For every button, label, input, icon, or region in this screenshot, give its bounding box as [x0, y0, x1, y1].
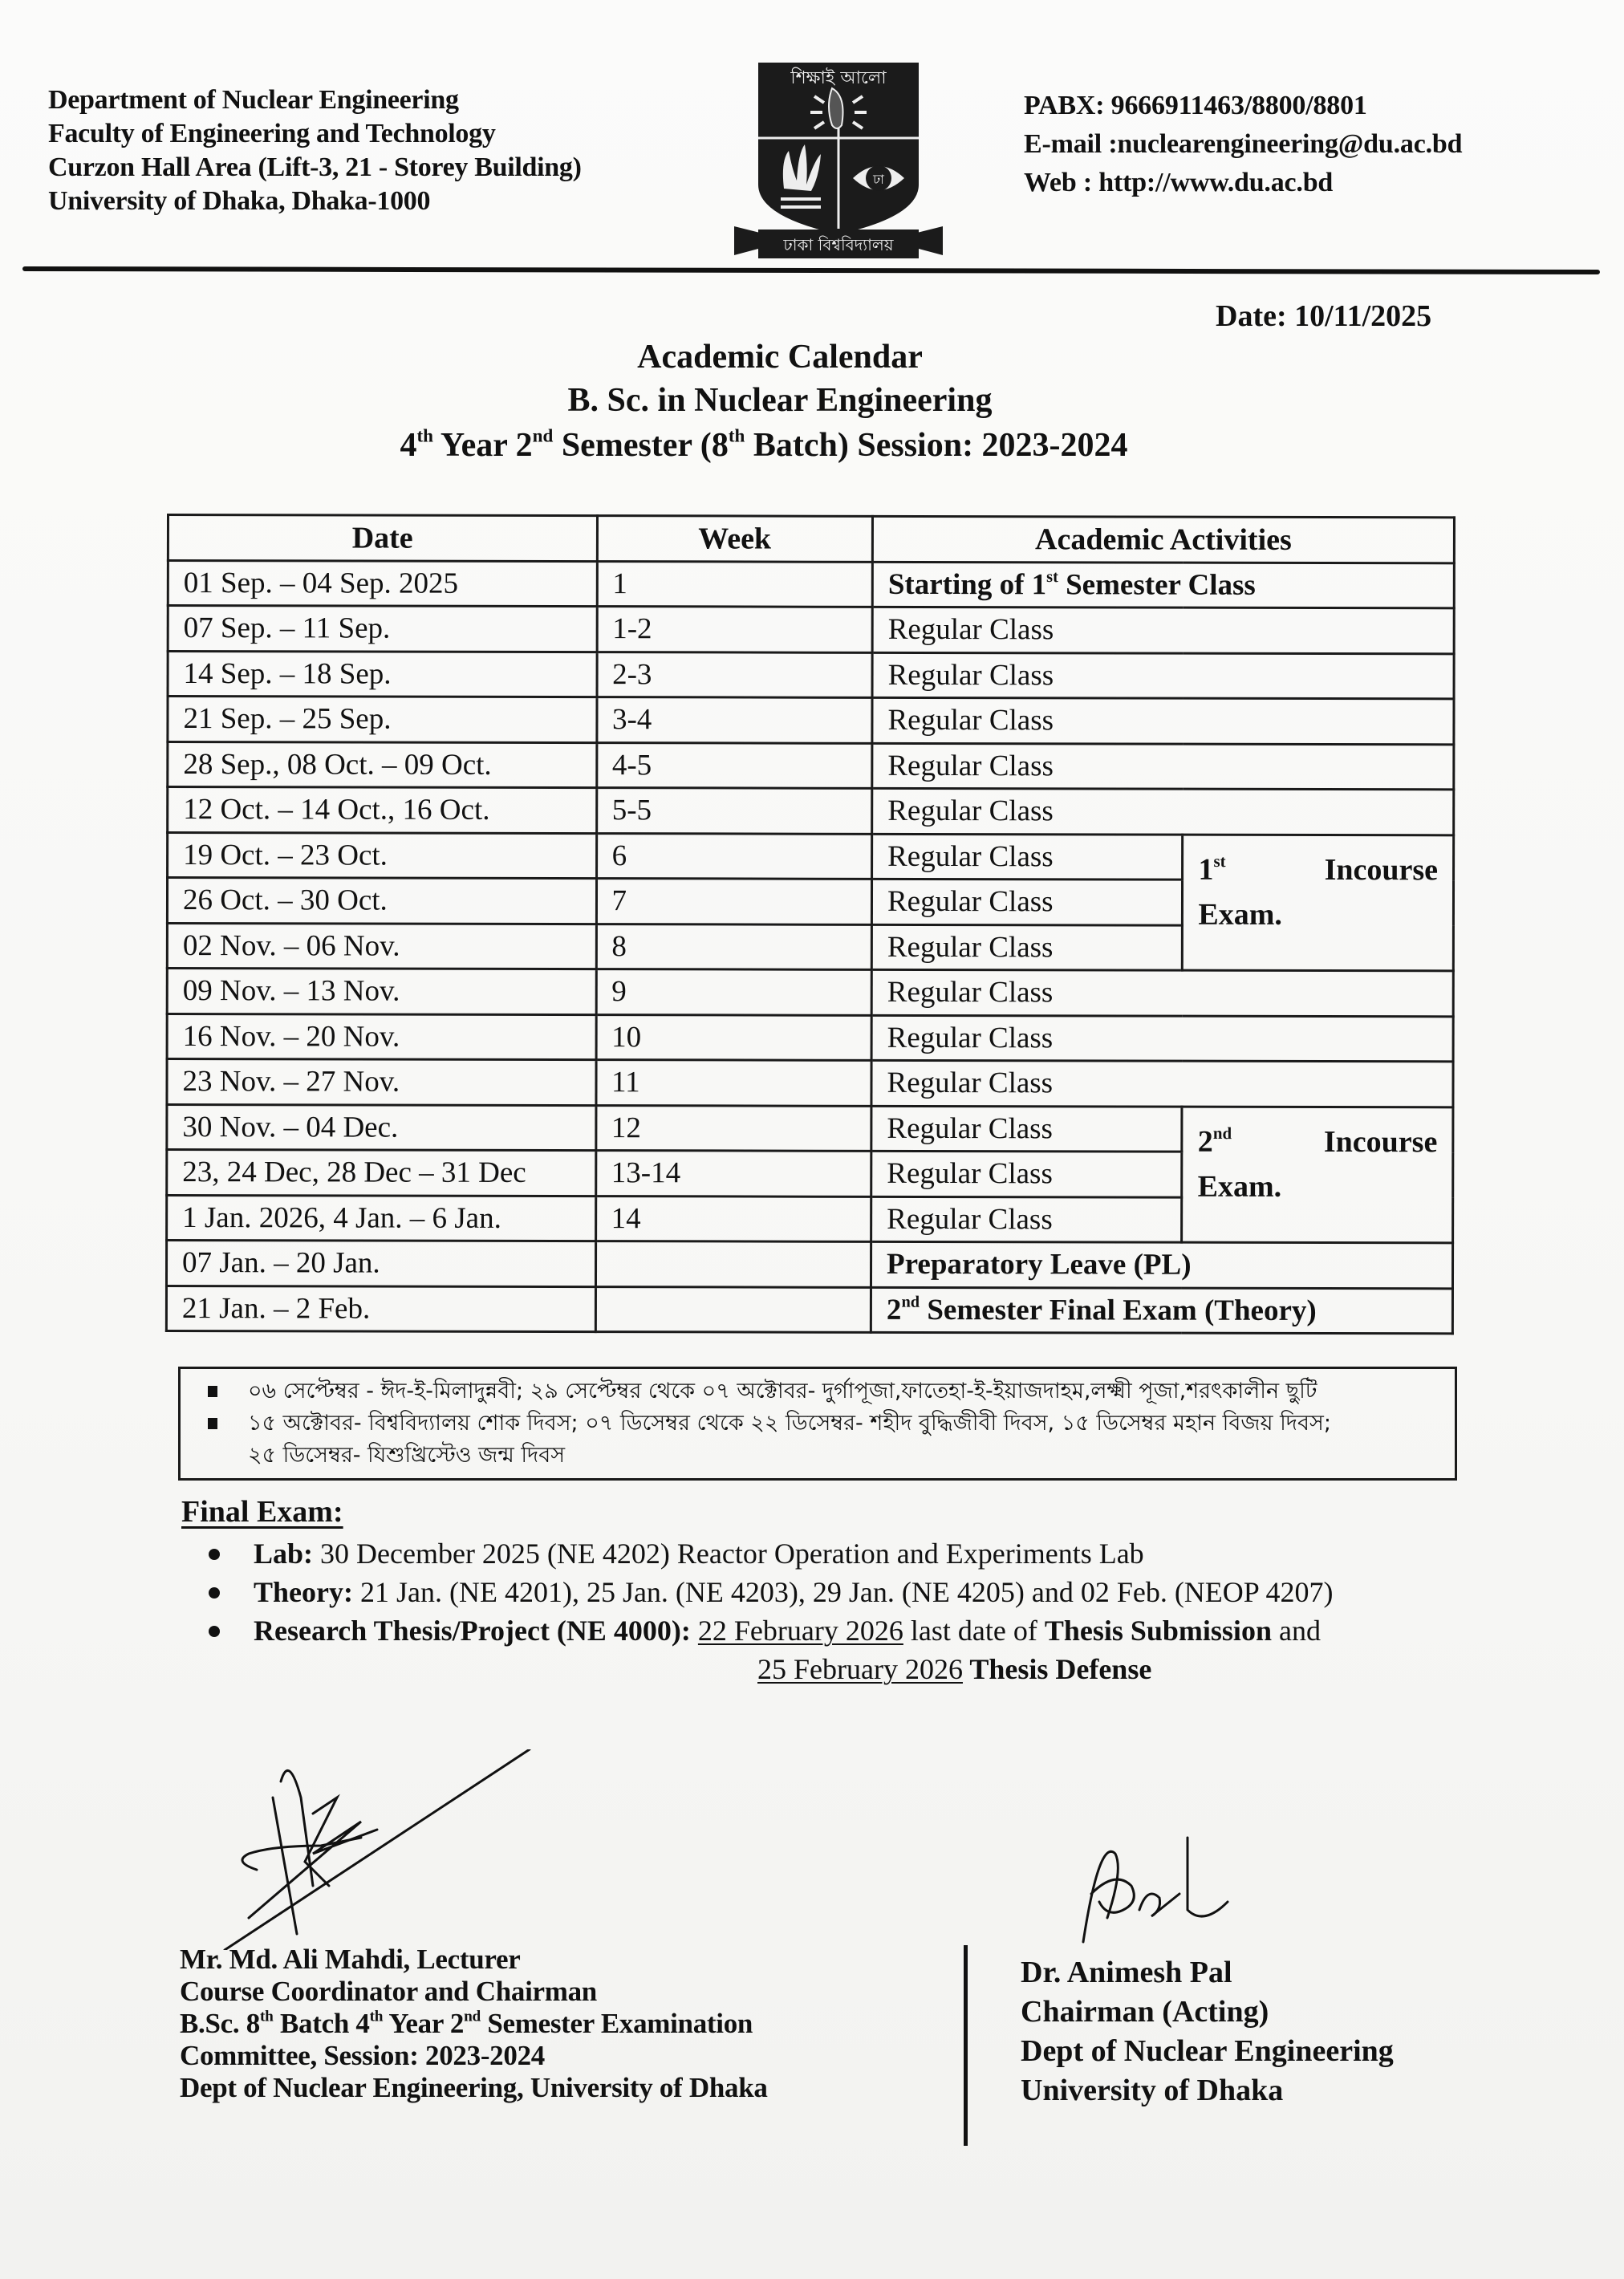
- row-week: 4-5: [596, 742, 872, 788]
- table-row: [167, 1104, 1453, 1152]
- row-date: 16 Nov. – 20 Nov.: [167, 1014, 596, 1060]
- square-bullet-icon: [208, 1418, 217, 1429]
- table-row: [167, 969, 1453, 1017]
- column-header-activities: Academic Activities: [872, 516, 1454, 563]
- signatory-right-dept: Dept of Nuclear Engineering: [1021, 2034, 1394, 2068]
- signatory-left-name: Mr. Md. Ali Mahdi, Lecturer: [180, 1944, 521, 1975]
- final-exam-lab: Lab: 30 December 2025 (NE 4202) Reactor Operation and Experiments Lab: [205, 1534, 1333, 1573]
- signatory-left: [180, 1944, 768, 2104]
- row-activity: Regular Class: [872, 743, 1454, 790]
- holidays-box: [178, 1367, 1457, 1481]
- signature-right-icon: [1067, 1822, 1276, 1958]
- row-week: 9: [596, 969, 872, 1015]
- signature-left-icon: [201, 1749, 538, 1950]
- signatory-right: [1021, 1953, 1394, 2110]
- row-date: 23, 24 Dec, 28 Dec – 31 Dec: [167, 1150, 596, 1196]
- bullet-icon: [209, 1587, 220, 1599]
- document-title-block: [0, 335, 1624, 469]
- final-exam-heading: Final Exam:: [181, 1495, 343, 1529]
- row-week: 8: [596, 924, 872, 969]
- row-date: 21 Jan. – 2 Feb.: [166, 1286, 595, 1332]
- row-week: 10: [596, 1014, 872, 1060]
- row-date: 19 Oct. – 23 Oct.: [168, 832, 597, 879]
- row-date: 12 Oct. – 14 Oct., 16 Oct.: [168, 787, 597, 834]
- table-row: [168, 787, 1454, 835]
- signature-divider: [964, 1945, 968, 2146]
- letterhead-address: [48, 83, 582, 218]
- row-date: 02 Nov. – 06 Nov.: [167, 923, 596, 969]
- row-activity: Regular Class: [872, 607, 1454, 653]
- letterhead-contact: [1024, 87, 1462, 202]
- row-activity: Regular Class: [871, 879, 1183, 924]
- row-activity: Starting of 1st Semester Class: [872, 562, 1454, 608]
- holiday-item: ০৬ সেপ্টেম্বর - ঈদ-ই-মিলাদুন্নবী; ২৯ সেপ্টেম্বর থেকে ০৭ অক্টোবর- দুর্গাপূজা,ফাতেহা-ই-ইয়াজদাহম,লক্ষ্মী পূজা,শরৎকালীন ছুটি: [203, 1375, 1439, 1408]
- row-week: 2-3: [597, 652, 873, 697]
- svg-text:ঢাকা বিশ্ববিদ্যালয়: ঢাকা বিশ্ববিদ্যালয়: [783, 235, 894, 254]
- table-row: [168, 560, 1454, 608]
- row-activity: Regular Class: [871, 1196, 1183, 1242]
- signatory-left-session: Committee, Session: 2023-2024: [180, 2040, 545, 2071]
- row-date: 30 Nov. – 04 Dec.: [167, 1104, 596, 1151]
- row-week: 6: [596, 833, 872, 879]
- table-row: [167, 1014, 1453, 1062]
- table-row: [168, 651, 1454, 699]
- column-header-week: Week: [597, 516, 873, 562]
- signatory-left-role: Course Coordinator and Chairman: [180, 1976, 597, 2007]
- department-name: Department of Nuclear Engineering: [48, 85, 459, 115]
- table-row: [166, 1286, 1452, 1334]
- table-row: [168, 741, 1454, 790]
- row-week: 3-4: [596, 697, 872, 743]
- row-week: 12: [595, 1105, 871, 1151]
- row-week: 13-14: [595, 1151, 871, 1196]
- table-header-row: [168, 515, 1454, 563]
- column-header-date: Date: [168, 515, 597, 562]
- holiday-item-continued: ২৫ ডিসেম্বর- যিশুখ্রিস্টেও জন্ম দিবস: [248, 1443, 566, 1468]
- email-address[interactable]: E-mail :nuclearengineering@du.ac.bd: [1024, 129, 1463, 159]
- row-activity: Regular Class: [871, 969, 1453, 1016]
- row-activity: Regular Class: [871, 924, 1183, 970]
- bullet-icon: [209, 1626, 220, 1637]
- row-activity: Regular Class: [872, 652, 1454, 699]
- svg-text:শিক্ষাই আলো: শিক্ষাই আলো: [790, 68, 887, 88]
- pabx-number: PABX: 9666911463/8800/8801: [1024, 91, 1367, 120]
- row-week: 1-2: [597, 607, 873, 652]
- row-activity: Regular Class: [871, 1106, 1183, 1152]
- academic-calendar-table: [165, 514, 1456, 1334]
- final-exam-thesis-defense: 25 February 2026 Thesis Defense: [757, 1653, 1152, 1685]
- bullet-icon: [209, 1549, 220, 1560]
- letterhead-divider: [22, 266, 1600, 274]
- table-row: [166, 1241, 1452, 1289]
- university-address: University of Dhaka, Dhaka-1000: [48, 186, 431, 216]
- row-date: 09 Nov. – 13 Nov.: [167, 969, 596, 1015]
- final-exam-theory: Theory: 21 Jan. (NE 4201), 25 Jan. (NE 4203), 29 Jan. (NE 4205) and 02 Feb. (NEOP 4207): [205, 1573, 1333, 1611]
- square-bullet-icon: [208, 1386, 217, 1397]
- row-date: 07 Sep. – 11 Sep.: [168, 606, 597, 652]
- row-date: 07 Jan. – 20 Jan.: [166, 1241, 595, 1287]
- building-address: Curzon Hall Area (Lift-3, 21 - Storey Building): [48, 152, 582, 182]
- university-of-dhaka-crest-icon: [734, 48, 943, 265]
- row-activity: Regular Class: [871, 1060, 1453, 1107]
- signatory-left-dept: Dept of Nuclear Engineering, University of Dhaka: [180, 2072, 768, 2103]
- row-date: 21 Sep. – 25 Sep.: [168, 697, 597, 743]
- row-activity: Regular Class: [872, 834, 1183, 880]
- row-week: [595, 1241, 871, 1287]
- title-session: 4th Year 2nd Semester (8th Batch) Session: 2023-2024: [400, 425, 1128, 464]
- signatory-right-name: Dr. Animesh Pal: [1021, 1956, 1232, 1989]
- signatory-left-committee: B.Sc. 8th Batch 4th Year 2nd Semester Examination: [180, 2008, 753, 2039]
- row-activity: Preparatory Leave (PL): [871, 1241, 1453, 1288]
- table-row: [168, 832, 1454, 880]
- final-exam-thesis: Research Thesis/Project (NE 4000): 22 February 2026 last date of Thesis Submission and: [205, 1611, 1333, 1650]
- signatory-right-role: Chairman (Acting): [1021, 1995, 1269, 2029]
- table-row: [168, 697, 1454, 745]
- document-date: Date: 10/11/2025: [1216, 299, 1432, 333]
- title-academic-calendar: Academic Calendar: [637, 339, 923, 376]
- row-week: 7: [596, 879, 872, 924]
- row-date: 1 Jan. 2026, 4 Jan. – 6 Jan.: [167, 1195, 596, 1241]
- row-date: 28 Sep., 08 Oct. – 09 Oct.: [168, 741, 597, 788]
- row-week: 1: [597, 561, 873, 607]
- holiday-item: ১৫ অক্টোবর- বিশ্ববিদ্যালয় শোক দিবস; ০৭ ডিসেম্বর থেকে ২২ ডিসেম্বর- শহীদ বুদ্ধিজীবী দিবস, ১৫ ডিসেম্বর মহান বিজয় দিবস;: [203, 1408, 1439, 1440]
- row-activity: Regular Class: [871, 1015, 1453, 1062]
- row-week: 5-5: [596, 788, 872, 834]
- row-activity: Regular Class: [872, 697, 1454, 744]
- faculty-name: Faculty of Engineering and Technology: [48, 119, 496, 148]
- row-activity: Regular Class: [872, 788, 1454, 835]
- row-date: 01 Sep. – 04 Sep. 2025: [168, 560, 597, 607]
- row-date: 14 Sep. – 18 Sep.: [168, 651, 597, 697]
- final-exam-list: [205, 1534, 1333, 1688]
- row-activity: Regular Class: [871, 1151, 1183, 1196]
- row-week: 14: [595, 1196, 871, 1241]
- row-date: 23 Nov. – 27 Nov.: [167, 1059, 596, 1106]
- signatory-right-univ: University of Dhaka: [1021, 2074, 1284, 2107]
- row-week: 11: [595, 1060, 871, 1106]
- row-activity: 2nd Semester Final Exam (Theory): [871, 1287, 1452, 1334]
- row-week: [595, 1286, 871, 1332]
- website-link[interactable]: Web : http://www.du.ac.bd: [1024, 168, 1334, 197]
- row-date: 26 Oct. – 30 Oct.: [167, 878, 596, 924]
- incourse-exam-1: 1st Incourse Exam.: [1183, 835, 1454, 971]
- svg-text:ঢা: ঢা: [873, 172, 884, 187]
- incourse-exam-2: 2nd Incourse Exam.: [1182, 1107, 1453, 1243]
- title-program: B. Sc. in Nuclear Engineering: [567, 382, 993, 419]
- table-row: [168, 606, 1454, 654]
- table-row: [167, 1059, 1453, 1107]
